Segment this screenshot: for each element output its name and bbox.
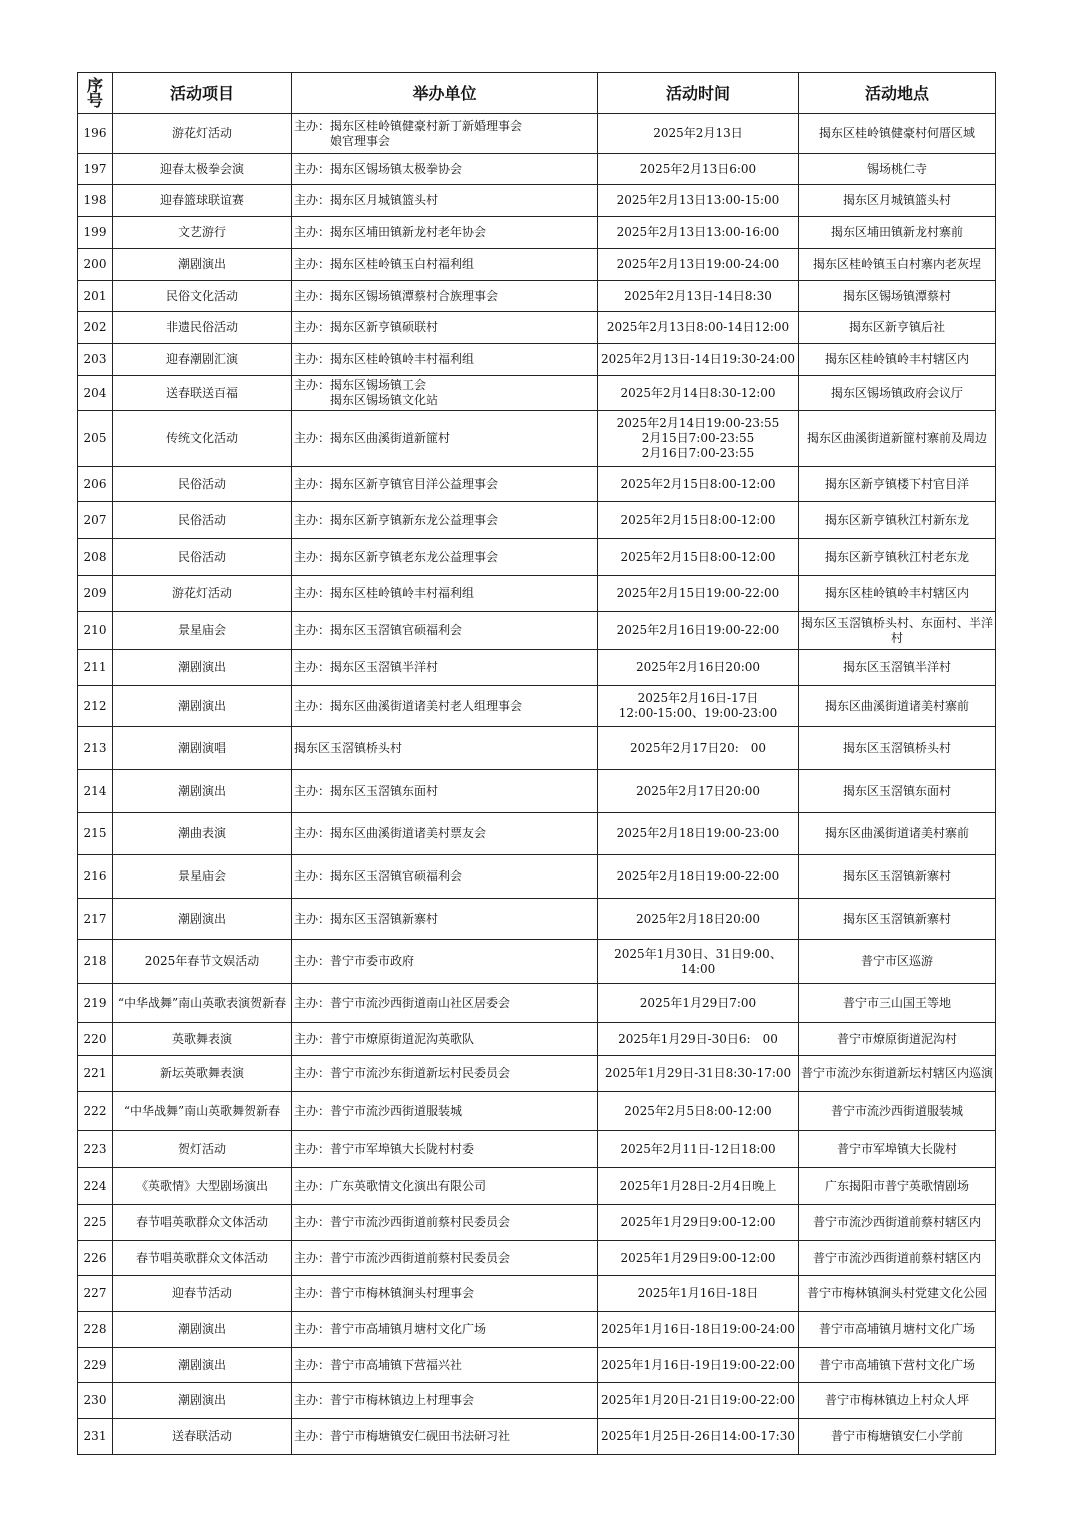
cell-serial-number: 219 — [78, 984, 113, 1023]
cell-activity: 文艺游行 — [113, 217, 292, 249]
cell-time: 2025年2月13日6:00 — [598, 154, 799, 185]
cell-time: 2025年2月13日13:00-15:00 — [598, 185, 799, 217]
header-time: 活动时间 — [598, 73, 799, 114]
cell-location: 揭东区新亨镇楼下村官目洋 — [799, 467, 996, 502]
table-row — [78, 612, 996, 650]
table-row — [78, 813, 996, 855]
table-row — [78, 154, 996, 185]
cell-serial-number: 205 — [78, 411, 113, 467]
cell-location: 揭东区桂岭镇岭丰村辖区内 — [799, 344, 996, 376]
cell-location: 揭东区玉滘镇新寨村 — [799, 899, 996, 940]
cell-serial-number: 201 — [78, 281, 113, 312]
cell-organizer: 主办：揭东区锡场镇潭蔡村合族理事会 — [292, 281, 598, 312]
cell-organizer: 主办：揭东区新亨镇官目洋公益理事会 — [292, 467, 598, 502]
cell-time: 2025年2月16日19:00-22:00 — [598, 612, 799, 650]
cell-time: 2025年2月16日-17日 12:00-15:00、19:00-23:00 — [598, 686, 799, 727]
table-header-row — [78, 73, 996, 114]
cell-activity: 潮剧演出 — [113, 1348, 292, 1383]
cell-time: 2025年2月13日-14日8:30 — [598, 281, 799, 312]
cell-activity: 民俗活动 — [113, 539, 292, 576]
table-row — [78, 855, 996, 899]
cell-activity: 传统文化活动 — [113, 411, 292, 467]
cell-organizer: 主办：揭东区玉滘镇东面村 — [292, 770, 598, 813]
cell-serial-number: 216 — [78, 855, 113, 899]
cell-serial-number: 204 — [78, 376, 113, 411]
cell-activity: 新坛英歌舞表演 — [113, 1056, 292, 1092]
cell-serial-number: 200 — [78, 249, 113, 281]
cell-location: 揭东区桂岭镇岭丰村辖区内 — [799, 576, 996, 612]
cell-time: 2025年2月15日8:00-12:00 — [598, 502, 799, 539]
cell-time: 2025年1月29日7:00 — [598, 984, 799, 1023]
cell-time: 2025年2月18日19:00-22:00 — [598, 855, 799, 899]
cell-organizer: 主办：揭东区新亨镇新东龙公益理事会 — [292, 502, 598, 539]
table-row — [78, 727, 996, 770]
cell-location: 普宁市军埠镇大长陇村 — [799, 1131, 996, 1168]
table-row — [78, 1092, 996, 1131]
cell-organizer: 主办：揭东区桂岭镇岭丰村福利组 — [292, 344, 598, 376]
cell-serial-number: 211 — [78, 650, 113, 686]
cell-organizer: 主办：普宁市流沙西街道前蔡村民委员会 — [292, 1205, 598, 1241]
cell-serial-number: 215 — [78, 813, 113, 855]
cell-location: 揭东区玉滘镇桥头村 — [799, 727, 996, 770]
table-row — [78, 344, 996, 376]
cell-organizer: 主办：普宁市梅林镇涧头村理事会 — [292, 1276, 598, 1312]
cell-organizer: 主办：普宁市梅林镇边上村理事会 — [292, 1383, 598, 1419]
cell-serial-number: 207 — [78, 502, 113, 539]
cell-activity: 2025年春节文娱活动 — [113, 940, 292, 984]
cell-organizer: 主办：普宁市流沙东街道新坛村民委员会 — [292, 1056, 598, 1092]
cell-serial-number: 198 — [78, 185, 113, 217]
cell-organizer: 主办：揭东区桂岭镇健豪村新丁新婚理事会 娘官理事会 — [292, 114, 598, 154]
table-row — [78, 770, 996, 813]
cell-location: 普宁市高埔镇月塘村文化广场 — [799, 1312, 996, 1348]
table-row — [78, 650, 996, 686]
cell-location: 普宁市高埔镇下营村文化广场 — [799, 1348, 996, 1383]
cell-activity: 游花灯活动 — [113, 114, 292, 154]
cell-location: 揭东区月城镇篮头村 — [799, 185, 996, 217]
cell-location: 揭东区新亨镇后社 — [799, 312, 996, 344]
cell-location: 普宁市三山国王等地 — [799, 984, 996, 1023]
cell-location: 普宁市梅林镇边上村众人坪 — [799, 1383, 996, 1419]
cell-activity: 潮剧演唱 — [113, 727, 292, 770]
cell-serial-number: 221 — [78, 1056, 113, 1092]
table-row — [78, 686, 996, 727]
cell-activity: 潮剧演出 — [113, 650, 292, 686]
cell-activity: 民俗文化活动 — [113, 281, 292, 312]
cell-serial-number: 224 — [78, 1168, 113, 1205]
cell-activity: 送春联送百福 — [113, 376, 292, 411]
cell-serial-number: 196 — [78, 114, 113, 154]
table-row — [78, 502, 996, 539]
cell-time: 2025年1月20日-21日19:00-22:00 — [598, 1383, 799, 1419]
table-row — [78, 1205, 996, 1241]
table-row — [78, 1348, 996, 1383]
cell-organizer: 主办：揭东区月城镇篮头村 — [292, 185, 598, 217]
table-row — [78, 185, 996, 217]
cell-time: 2025年1月29日9:00-12:00 — [598, 1241, 799, 1276]
cell-serial-number: 214 — [78, 770, 113, 813]
table-row — [78, 467, 996, 502]
cell-location: 普宁市梅塘镇安仁小学前 — [799, 1419, 996, 1455]
cell-location: 揭东区锡场镇政府会议厅 — [799, 376, 996, 411]
cell-serial-number: 225 — [78, 1205, 113, 1241]
cell-organizer: 主办：揭东区曲溪街道诸美村老人组理事会 — [292, 686, 598, 727]
cell-organizer: 主办：揭东区新亨镇硕联村 — [292, 312, 598, 344]
table-row — [78, 940, 996, 984]
cell-organizer: 主办：揭东区新亨镇老东龙公益理事会 — [292, 539, 598, 576]
cell-location: 揭东区桂岭镇健豪村何厝区域 — [799, 114, 996, 154]
cell-activity: 迎春节活动 — [113, 1276, 292, 1312]
cell-time: 2025年2月18日20:00 — [598, 899, 799, 940]
cell-location: 普宁市流沙东街道新坛村辖区内巡演 — [799, 1056, 996, 1092]
cell-activity: 游花灯活动 — [113, 576, 292, 612]
cell-time: 2025年2月13日 — [598, 114, 799, 154]
cell-serial-number: 217 — [78, 899, 113, 940]
cell-activity: 民俗活动 — [113, 502, 292, 539]
cell-time: 2025年1月16日-19日19:00-22:00 — [598, 1348, 799, 1383]
table-row — [78, 984, 996, 1023]
cell-serial-number: 212 — [78, 686, 113, 727]
cell-organizer: 主办：普宁市军埠镇大长陇村村委 — [292, 1131, 598, 1168]
table-row — [78, 114, 996, 154]
cell-serial-number: 220 — [78, 1023, 113, 1056]
header-activity: 活动项目 — [113, 73, 292, 114]
cell-activity: 春节唱英歌群众文体活动 — [113, 1205, 292, 1241]
cell-serial-number: 223 — [78, 1131, 113, 1168]
cell-organizer: 主办：普宁市高埔镇下营福兴社 — [292, 1348, 598, 1383]
cell-time: 2025年2月13日-14日19:30-24:00 — [598, 344, 799, 376]
table-row — [78, 1168, 996, 1205]
cell-location: 揭东区玉滘镇桥头村、东面村、半洋村 — [799, 612, 996, 650]
cell-location: 锡场桃仁寺 — [799, 154, 996, 185]
cell-location: 揭东区玉滘镇半洋村 — [799, 650, 996, 686]
cell-time: 2025年2月14日8:30-12:00 — [598, 376, 799, 411]
cell-time: 2025年2月11日-12日18:00 — [598, 1131, 799, 1168]
header-location: 活动地点 — [799, 73, 996, 114]
cell-time: 2025年1月16日-18日 — [598, 1276, 799, 1312]
cell-activity: 迎春潮剧汇演 — [113, 344, 292, 376]
cell-serial-number: 218 — [78, 940, 113, 984]
table-row — [78, 1023, 996, 1056]
cell-organizer: 主办：广东英歌情文化演出有限公司 — [292, 1168, 598, 1205]
cell-activity: 迎春篮球联谊赛 — [113, 185, 292, 217]
table-row — [78, 249, 996, 281]
cell-location: 揭东区玉滘镇新寨村 — [799, 855, 996, 899]
cell-time: 2025年2月16日20:00 — [598, 650, 799, 686]
cell-serial-number: 222 — [78, 1092, 113, 1131]
cell-location: 揭东区玉滘镇东面村 — [799, 770, 996, 813]
cell-location: 揭东区锡场镇潭蔡村 — [799, 281, 996, 312]
cell-serial-number: 210 — [78, 612, 113, 650]
table-row — [78, 576, 996, 612]
cell-serial-number: 213 — [78, 727, 113, 770]
cell-time: 2025年2月17日20: 00 — [598, 727, 799, 770]
cell-time: 2025年2月14日19:00-23:55 2月15日7:00-23:55 2月16日7:00-23:55 — [598, 411, 799, 467]
cell-time: 2025年1月16日-18日19:00-24:00 — [598, 1312, 799, 1348]
cell-organizer: 揭东区玉滘镇桥头村 — [292, 727, 598, 770]
cell-organizer: 主办：普宁市流沙西街道南山社区居委会 — [292, 984, 598, 1023]
cell-serial-number: 228 — [78, 1312, 113, 1348]
cell-activity: 英歌舞表演 — [113, 1023, 292, 1056]
cell-organizer: 主办：揭东区玉滘镇官硕福利会 — [292, 855, 598, 899]
cell-location: 揭东区新亨镇秋江村老东龙 — [799, 539, 996, 576]
table-row — [78, 1419, 996, 1455]
cell-time: 2025年2月5日8:00-12:00 — [598, 1092, 799, 1131]
cell-activity: 潮曲表演 — [113, 813, 292, 855]
table-row — [78, 1276, 996, 1312]
cell-serial-number: 226 — [78, 1241, 113, 1276]
cell-organizer: 主办：普宁市梅塘镇安仁砚田书法研习社 — [292, 1419, 598, 1455]
cell-location: 揭东区曲溪街道新篚村寨前及周边 — [799, 411, 996, 467]
cell-serial-number: 227 — [78, 1276, 113, 1312]
cell-location: 普宁市流沙西街道服装城 — [799, 1092, 996, 1131]
cell-organizer: 主办：揭东区玉滘镇半洋村 — [292, 650, 598, 686]
table-body — [78, 114, 996, 1455]
cell-location: 普宁市燎原街道泥沟村 — [799, 1023, 996, 1056]
table-row — [78, 1056, 996, 1092]
activity-schedule-table — [77, 72, 996, 1455]
cell-activity: 潮剧演出 — [113, 249, 292, 281]
cell-activity: “中华战舞”南山英歌表演贺新春 — [113, 984, 292, 1023]
cell-organizer: 主办：揭东区曲溪街道新篚村 — [292, 411, 598, 467]
cell-time: 2025年2月18日19:00-23:00 — [598, 813, 799, 855]
cell-activity: 潮剧演出 — [113, 899, 292, 940]
cell-serial-number: 229 — [78, 1348, 113, 1383]
cell-serial-number: 203 — [78, 344, 113, 376]
cell-activity: 《英歌情》大型剧场演出 — [113, 1168, 292, 1205]
cell-time: 2025年2月17日20:00 — [598, 770, 799, 813]
cell-serial-number: 202 — [78, 312, 113, 344]
table-row — [78, 217, 996, 249]
cell-organizer: 主办：普宁市委市政府 — [292, 940, 598, 984]
cell-time: 2025年1月25日-26日14:00-17:30 — [598, 1419, 799, 1455]
table-row — [78, 281, 996, 312]
cell-location: 揭东区曲溪街道诸美村寨前 — [799, 686, 996, 727]
cell-organizer: 主办：揭东区锡场镇工会 揭东区锡场镇文化站 — [292, 376, 598, 411]
cell-time: 2025年2月13日8:00-14日12:00 — [598, 312, 799, 344]
cell-location: 普宁市梅林镇涧头村党建文化公园 — [799, 1276, 996, 1312]
cell-time: 2025年1月28日-2月4日晚上 — [598, 1168, 799, 1205]
cell-serial-number: 231 — [78, 1419, 113, 1455]
cell-location: 揭东区新亨镇秋江村新东龙 — [799, 502, 996, 539]
cell-organizer: 主办：揭东区桂岭镇岭丰村福利组 — [292, 576, 598, 612]
cell-serial-number: 199 — [78, 217, 113, 249]
cell-time: 2025年2月15日8:00-12:00 — [598, 467, 799, 502]
cell-time: 2025年1月30日、31日9:00、 14:00 — [598, 940, 799, 984]
table-row — [78, 1383, 996, 1419]
header-organizer: 举办单位 — [292, 73, 598, 114]
cell-location: 揭东区桂岭镇玉白村寨内老灰埕 — [799, 249, 996, 281]
header-serial-number: 序号 — [78, 73, 113, 114]
cell-organizer: 主办：普宁市燎原街道泥沟英歌队 — [292, 1023, 598, 1056]
table-row — [78, 1131, 996, 1168]
cell-activity: 景星庙会 — [113, 855, 292, 899]
table-row — [78, 539, 996, 576]
cell-activity: 民俗活动 — [113, 467, 292, 502]
cell-time: 2025年2月15日8:00-12:00 — [598, 539, 799, 576]
cell-organizer: 主办：揭东区锡场镇太极拳协会 — [292, 154, 598, 185]
cell-organizer: 主办：普宁市流沙西街道服装城 — [292, 1092, 598, 1131]
cell-activity: 景星庙会 — [113, 612, 292, 650]
cell-activity: 潮剧演出 — [113, 1383, 292, 1419]
cell-organizer: 主办：揭东区埔田镇新龙村老年协会 — [292, 217, 598, 249]
cell-serial-number: 230 — [78, 1383, 113, 1419]
cell-time: 2025年2月15日19:00-22:00 — [598, 576, 799, 612]
cell-time: 2025年2月13日19:00-24:00 — [598, 249, 799, 281]
cell-serial-number: 208 — [78, 539, 113, 576]
cell-location: 揭东区埔田镇新龙村寨前 — [799, 217, 996, 249]
cell-activity: 非遗民俗活动 — [113, 312, 292, 344]
cell-location: 揭东区曲溪街道诸美村寨前 — [799, 813, 996, 855]
table-row — [78, 411, 996, 467]
table-row — [78, 899, 996, 940]
cell-activity: 送春联活动 — [113, 1419, 292, 1455]
cell-serial-number: 206 — [78, 467, 113, 502]
cell-organizer: 主办：揭东区桂岭镇玉白村福利组 — [292, 249, 598, 281]
cell-activity: 贺灯活动 — [113, 1131, 292, 1168]
cell-serial-number: 209 — [78, 576, 113, 612]
cell-activity: 潮剧演出 — [113, 1312, 292, 1348]
cell-location: 广东揭阳市普宁英歌情剧场 — [799, 1168, 996, 1205]
cell-activity: 潮剧演出 — [113, 770, 292, 813]
cell-organizer: 主办：普宁市流沙西街道前蔡村民委员会 — [292, 1241, 598, 1276]
cell-activity: 潮剧演出 — [113, 686, 292, 727]
cell-organizer: 主办：揭东区玉滘镇官硕福利会 — [292, 612, 598, 650]
cell-organizer: 主办：揭东区玉滘镇新寨村 — [292, 899, 598, 940]
cell-location: 普宁市流沙西街道前蔡村辖区内 — [799, 1241, 996, 1276]
cell-activity: 迎春太极拳会演 — [113, 154, 292, 185]
cell-serial-number: 197 — [78, 154, 113, 185]
cell-organizer: 主办：普宁市高埔镇月塘村文化广场 — [292, 1312, 598, 1348]
cell-time: 2025年2月13日13:00-16:00 — [598, 217, 799, 249]
cell-location: 普宁市区巡游 — [799, 940, 996, 984]
cell-location: 普宁市流沙西街道前蔡村辖区内 — [799, 1205, 996, 1241]
cell-activity: 春节唱英歌群众文体活动 — [113, 1241, 292, 1276]
cell-organizer: 主办：揭东区曲溪街道诸美村票友会 — [292, 813, 598, 855]
cell-activity: “中华战舞”南山英歌舞贺新春 — [113, 1092, 292, 1131]
cell-time: 2025年1月29日-31日8:30-17:00 — [598, 1056, 799, 1092]
table-row — [78, 376, 996, 411]
table-row — [78, 1241, 996, 1276]
table-row — [78, 312, 996, 344]
cell-time: 2025年1月29日-30日6: 00 — [598, 1023, 799, 1056]
cell-time: 2025年1月29日9:00-12:00 — [598, 1205, 799, 1241]
table-row — [78, 1312, 996, 1348]
